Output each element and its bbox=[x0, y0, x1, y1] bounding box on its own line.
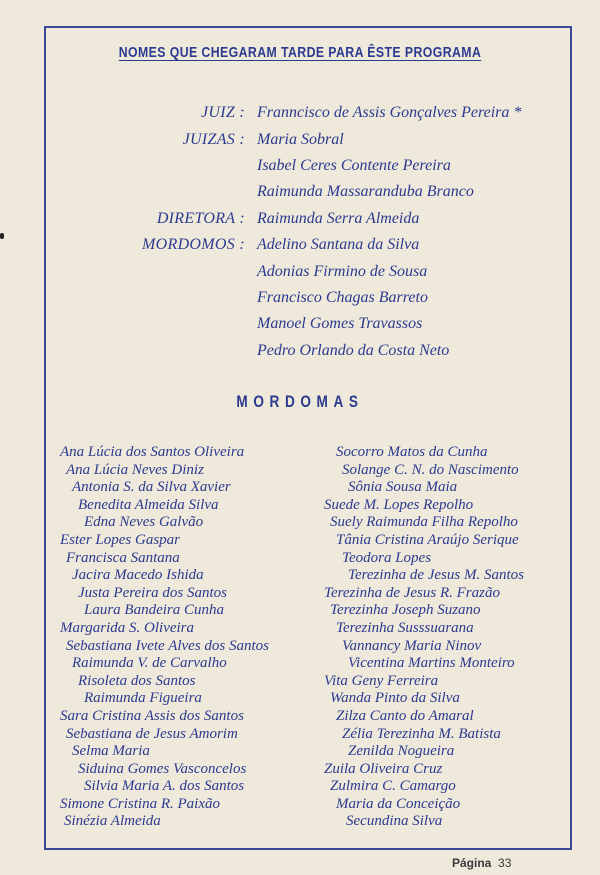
role-name: Maria Sobral bbox=[257, 130, 344, 148]
list-item: Antonia S. da Silva Xavier bbox=[72, 479, 231, 496]
role-label: MORDOMOS : bbox=[142, 236, 245, 254]
role-label: DIRETORA : bbox=[156, 209, 245, 227]
margin-mark bbox=[0, 233, 4, 239]
role-name: Manoel Gomes Travassos bbox=[257, 315, 423, 333]
page-footer bbox=[452, 856, 511, 870]
list-item: Benedita Almeida Silva bbox=[78, 496, 219, 513]
list-item: Terezinha Joseph Suzano bbox=[330, 602, 481, 619]
list-item: Socorro Matos da Cunha bbox=[336, 444, 488, 460]
list-item: Risoleta dos Santos bbox=[78, 672, 196, 689]
list-item: Zuila Oliveira Cruz bbox=[324, 760, 443, 777]
list-item: Zulmira C. Camargo bbox=[330, 778, 456, 795]
list-item: Raimunda V. de Carvalho bbox=[72, 655, 227, 672]
role-row bbox=[110, 311, 570, 337]
role-name: Franncisco de Assis Gonçalves Pereira * bbox=[257, 104, 522, 122]
list-item: Terezinha Susssuarana bbox=[336, 619, 474, 636]
list-item: Vita Geny Ferreira bbox=[324, 672, 439, 689]
list-item: Wanda Pinto da Silva bbox=[330, 690, 460, 707]
mordomas-left-column bbox=[60, 444, 320, 831]
list-item: Terezinha de Jesus R. Frazão bbox=[324, 584, 500, 601]
list-item: Edna Neves Galvão bbox=[84, 514, 204, 531]
role-name: Adelino Santana da Silva bbox=[257, 236, 420, 254]
list-item: Sebastiana de Jesus Amorim bbox=[66, 725, 238, 742]
list-item: Zenilda Nogueira bbox=[348, 743, 455, 760]
mordomas-right-column bbox=[322, 444, 570, 831]
page-label: Página bbox=[452, 856, 492, 870]
list-item: Selma Maria bbox=[72, 743, 150, 760]
role-name: Adonias Firmino de Sousa bbox=[257, 262, 428, 280]
role-name: Isabel Ceres Contente Pereira bbox=[257, 156, 451, 174]
list-item: Sinézia Almeida bbox=[64, 813, 161, 830]
list-item: Ester Lopes Gaspar bbox=[60, 531, 181, 548]
list-item: Margarida S. Oliveira bbox=[60, 619, 195, 636]
list-item: Sebastiana Ivete Alves dos Santos bbox=[66, 637, 270, 654]
list-item: Siduina Gomes Vasconcelos bbox=[78, 760, 247, 777]
list-item: Suely Raimunda Filha Repolho bbox=[330, 514, 518, 531]
list-item: Silvia Maria A. dos Santos bbox=[84, 778, 245, 795]
role-row bbox=[110, 153, 570, 179]
role-name: Francisco Chagas Barreto bbox=[257, 288, 428, 306]
role-row bbox=[110, 206, 570, 232]
list-item: Vicentina Martins Monteiro bbox=[348, 655, 515, 672]
list-item: Suede M. Lopes Repolho bbox=[324, 496, 474, 513]
list-item: Simone Cristina R. Paixão bbox=[60, 795, 220, 812]
list-item: Solange C. N. do Nascimento bbox=[342, 461, 519, 478]
list-item: Francisca Santana bbox=[66, 549, 180, 566]
list-item: Justa Pereira dos Santos bbox=[78, 584, 228, 601]
list-item: Sônia Sousa Maia bbox=[348, 479, 458, 496]
list-item: Ana Lúcia Neves Diniz bbox=[66, 461, 204, 478]
role-name: Raimunda Serra Almeida bbox=[257, 209, 420, 227]
page-title: NOMES QUE CHEGARAM TARDE PARA ÊSTE PROGRAMA bbox=[118, 44, 482, 61]
list-item: Raimunda Figueira bbox=[84, 690, 202, 707]
list-item: Zilza Canto do Amaral bbox=[336, 707, 474, 724]
role-row bbox=[110, 100, 570, 126]
list-item: Maria da Conceição bbox=[336, 795, 461, 812]
list-item: Zélia Terezinha M. Batista bbox=[342, 725, 501, 742]
role-row bbox=[110, 232, 570, 258]
list-item: Tânia Cristina Araújo Serique bbox=[336, 531, 519, 548]
role-row bbox=[110, 179, 570, 205]
roles-list bbox=[110, 100, 570, 364]
role-label: JUIZ : bbox=[200, 104, 245, 122]
list-item: Terezinha de Jesus M. Santos bbox=[348, 567, 524, 584]
role-row bbox=[110, 338, 570, 364]
list-item: Secundina Silva bbox=[346, 813, 443, 830]
section-title-mordomas: MORDOMAS bbox=[236, 392, 364, 411]
role-row bbox=[110, 258, 570, 284]
list-item: Vannancy Maria Ninov bbox=[342, 637, 482, 654]
role-row bbox=[110, 126, 570, 152]
role-name: Pedro Orlando da Costa Neto bbox=[257, 341, 450, 359]
list-item: Teodora Lopes bbox=[342, 549, 432, 566]
role-label: JUIZAS : bbox=[182, 130, 245, 148]
list-item: Jacira Macedo Ishida bbox=[72, 567, 204, 584]
role-row bbox=[110, 285, 570, 311]
list-item: Sara Cristina Assis dos Santos bbox=[60, 707, 244, 724]
list-item: Ana Lúcia dos Santos Oliveira bbox=[60, 444, 245, 460]
page-number: 33 bbox=[498, 856, 512, 870]
list-item: Laura Bandeira Cunha bbox=[84, 602, 225, 619]
role-name: Raimunda Massaranduba Branco bbox=[257, 183, 474, 201]
